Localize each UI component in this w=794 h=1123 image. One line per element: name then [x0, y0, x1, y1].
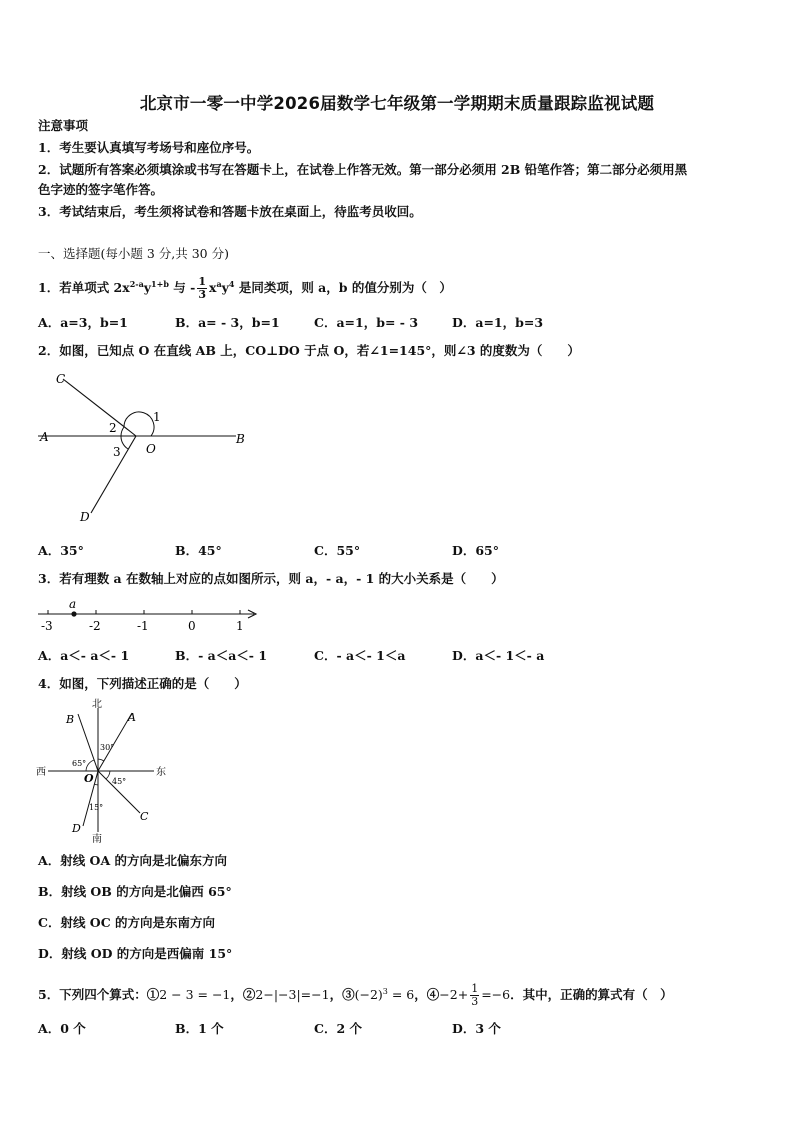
tick-label-m2: -2	[89, 619, 101, 633]
q4-compass-figure	[34, 696, 174, 846]
q1-prefix: 1．若单项式 2x	[38, 280, 130, 296]
q1-suffix: 是同类项，则 a，b 的值分别为（ ）	[234, 280, 452, 296]
q5-suffix: ．其中，正确的算式有（ ）	[510, 987, 673, 1002]
q5-option-b: B．1 个	[175, 1021, 224, 1036]
label-angle-3: 3	[113, 445, 121, 459]
q4-option-a: A．射线 OA 的方向是北偏东方向	[38, 853, 227, 868]
q3-option-d: D．a＜- 1＜- a	[452, 648, 545, 663]
q1-option-a: A．a=3，b=1	[38, 315, 128, 330]
label-o: O	[146, 442, 156, 456]
q3-number-line	[34, 596, 264, 636]
q5-expr-3-rest: = 6	[387, 987, 415, 1002]
q5-expr-2: 2−|−3|=−1	[255, 987, 330, 1002]
tick-label-m1: -1	[137, 619, 149, 633]
notice-item-3: 3．考试结束后，考生须将试卷和答题卡放在桌面上，待监考员收回。	[38, 204, 422, 219]
q1-option-d: D．a=1，b=3	[452, 315, 544, 330]
notice-heading: 注意事项	[38, 118, 89, 133]
q3-option-a: A．a＜- a＜- 1	[38, 648, 130, 663]
label-o: O	[84, 772, 94, 785]
ray-oa	[98, 713, 132, 771]
q5-option-a: A．0 个	[38, 1021, 86, 1036]
label-north: 北	[92, 699, 102, 710]
q2-figure	[36, 366, 266, 526]
question-4: 4．如图，下列描述正确的是（ ）	[38, 676, 247, 691]
section-heading: 一、选择题(每小题 3 分,共 30 分)	[38, 246, 229, 261]
label-15-deg: 15°	[89, 803, 104, 812]
q1-mid3: x	[208, 280, 217, 296]
page-title: 北京市一零一中学2026届数学七年级第一学期期末质量跟踪监视试题	[139, 94, 655, 113]
q5-frac-num: 1	[471, 982, 479, 995]
q5-sep-1: ，②	[230, 987, 256, 1002]
label-a: A	[40, 430, 49, 444]
q3-option-b: B．- a＜a＜- 1	[175, 648, 268, 663]
q1-exp1: 2-a	[129, 279, 144, 289]
point-a-dot	[71, 611, 76, 616]
notice-item-2b: 色字迹的签字笔作答。	[38, 182, 164, 197]
tick-label-1: 1	[236, 619, 244, 633]
q1-exp3: a	[216, 279, 222, 289]
q1-mid4: y	[221, 280, 229, 296]
angle-65-arc	[86, 760, 94, 771]
angle-2-arc	[121, 427, 124, 436]
q4-option-d: D．射线 OD 的方向是西偏南 15°	[38, 946, 233, 961]
q5-option-d: D．3 个	[452, 1021, 501, 1036]
question-5	[38, 983, 673, 1008]
label-angle-1: 1	[153, 410, 161, 424]
q5-frac-den: 3	[471, 995, 479, 1008]
q1-exp2: 1+b	[151, 279, 169, 289]
label-angle-2: 2	[109, 421, 117, 435]
q1-mid1: y	[143, 280, 152, 296]
tick-label-m3: -3	[41, 619, 53, 633]
notice-item-1: 1．考生要认真填写考场号和座位序号。	[38, 140, 260, 155]
q5-prefix: 5．下列四个算式：①	[38, 987, 160, 1002]
label-65-deg: 65°	[72, 759, 87, 768]
q5-expr-3-base: (−2)	[354, 987, 383, 1002]
notice-item-2a: 2．试题所有答案必须填涂或书写在答题卡上，在试卷上作答无效。第一部分必须用 2B 铅笔作答；第二部分必须用黑	[38, 162, 688, 177]
question-1	[38, 276, 452, 301]
question-2: 2．如图，已知点 O 在直线 AB 上，CO⊥DO 于点 O，若∠1=145°，则∠3 的度数为（ ）	[38, 343, 580, 358]
q5-expr-4a: −2+	[439, 987, 469, 1002]
label-d: D	[80, 510, 90, 524]
q5-expr-1: 2 − 3 = −1	[159, 987, 231, 1002]
label-east: 东	[156, 767, 166, 778]
label-west: 西	[36, 767, 46, 778]
q4-option-c: C．射线 OC 的方向是东南方向	[38, 915, 215, 930]
label-d: D	[72, 822, 81, 835]
label-30-deg: 30°	[100, 743, 115, 752]
q2-option-d: D．65°	[452, 543, 499, 558]
question-3: 3．若有理数 a 在数轴上对应的点如图所示，则 a，- a，- 1 的大小关系是（ ）	[38, 571, 504, 586]
q5-sep-3: ，④	[414, 987, 440, 1002]
q5-sep-2: ，③	[329, 987, 355, 1002]
label-c: C	[140, 810, 149, 823]
q1-exp4: 4	[228, 279, 235, 289]
angle-45-arc	[106, 771, 110, 779]
angle-1-arc	[124, 412, 154, 436]
q1-option-b: B．a= - 3，b=1	[175, 315, 280, 330]
label-b: B	[66, 713, 75, 726]
q4-option-b: B．射线 OB 的方向是北偏西 65°	[38, 884, 232, 899]
angle-3-arc	[121, 436, 128, 449]
tick-label-0: 0	[188, 619, 196, 633]
ray-oc	[63, 379, 136, 436]
q3-option-c: C．- a＜- 1＜a	[314, 648, 406, 663]
q5-expr-4b: =−6	[481, 987, 511, 1002]
label-a: A	[128, 711, 136, 724]
q5-expr-3-exp: 3	[382, 986, 388, 996]
q2-option-a: A．35°	[38, 543, 84, 558]
point-a-label: a	[69, 597, 77, 611]
label-c: C	[56, 372, 66, 386]
q5-option-c: C．2 个	[314, 1021, 362, 1036]
q5-fraction	[470, 983, 479, 1008]
label-south: 南	[92, 834, 102, 845]
label-45-deg: 45°	[112, 777, 127, 786]
q1-mid2: 与 -	[168, 280, 196, 296]
angle-30-arc	[98, 759, 104, 761]
q1-frac-num: 1	[198, 275, 206, 289]
q1-frac-den: 3	[198, 288, 206, 302]
label-b: B	[236, 432, 245, 446]
q1-option-c: C．a=1，b= - 3	[314, 315, 419, 330]
q2-option-b: B．45°	[175, 543, 222, 558]
q1-fraction	[197, 276, 207, 301]
q2-option-c: C．55°	[314, 543, 361, 558]
